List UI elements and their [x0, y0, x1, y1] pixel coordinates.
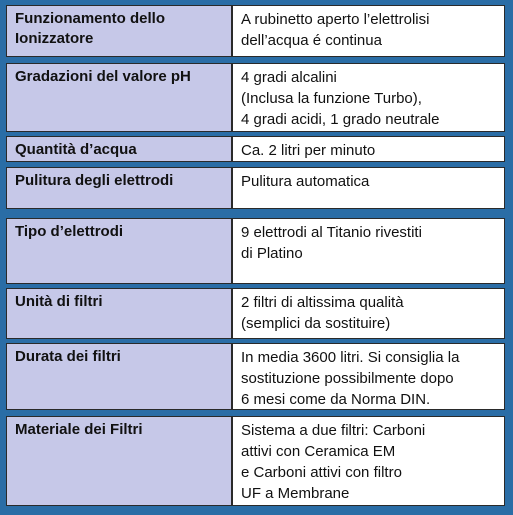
value-line: 6 mesi come da Norma DIN. [241, 391, 431, 408]
row-label [6, 63, 232, 132]
value-line: In media 3600 litri. Si consiglia la [241, 349, 460, 366]
value-line: Ca. 2 litri per minuto [241, 142, 376, 159]
table-row [0, 343, 513, 410]
row-label [6, 416, 232, 506]
value-line: (Inclusa la funzione Turbo), [241, 90, 422, 107]
value-line: 2 filtri di altissima qualità [241, 294, 404, 311]
value-line: Pulitura automatica [241, 173, 370, 190]
value-line: UF a Membrane [241, 485, 350, 502]
table-row [0, 63, 513, 132]
label-line: Ionizzatore [15, 30, 94, 47]
label-line: Tipo d’elettrodi [15, 223, 124, 240]
table-row [0, 5, 513, 57]
row-value [232, 136, 505, 162]
row-label [6, 5, 232, 57]
value-line: dell’acqua é continua [241, 32, 382, 49]
label-line: Unità di filtri [15, 293, 103, 310]
row-label [6, 167, 232, 209]
label-line: Quantità d’acqua [15, 141, 137, 158]
row-label [6, 288, 232, 339]
row-value [232, 416, 505, 506]
label-line: Pulitura degli elettrodi [15, 172, 174, 189]
label-line: Durata dei filtri [15, 348, 121, 365]
row-label [6, 343, 232, 410]
value-line: sostituzione possibilmente dopo [241, 370, 454, 387]
value-line: Sistema a due filtri: Carboni [241, 422, 426, 439]
row-value [232, 343, 505, 410]
row-value [232, 63, 505, 132]
table-row [0, 218, 513, 284]
value-line: attivi con Ceramica EM [241, 443, 396, 460]
table-row [0, 136, 513, 162]
row-label [6, 136, 232, 162]
value-line: 4 gradi alcalini [241, 69, 337, 86]
value-line: 9 elettrodi al Titanio rivestiti [241, 224, 422, 241]
row-value [232, 218, 505, 284]
row-value [232, 167, 505, 209]
row-label [6, 218, 232, 284]
value-line: 4 gradi acidi, 1 grado neutrale [241, 111, 440, 128]
table-row [0, 416, 513, 506]
table-row [0, 288, 513, 339]
label-line: Gradazioni del valore pH [15, 68, 191, 85]
row-value [232, 288, 505, 339]
value-line: di Platino [241, 245, 303, 262]
value-line: e Carboni attivi con filtro [241, 464, 402, 481]
table-row [0, 167, 513, 209]
value-line: (semplici da sostituire) [241, 315, 391, 332]
row-value [232, 5, 505, 57]
label-line: Funzionamento dello [15, 10, 165, 27]
label-line: Materiale dei Filtri [15, 421, 143, 438]
value-line: A rubinetto aperto l’elettrolisi [241, 11, 430, 28]
